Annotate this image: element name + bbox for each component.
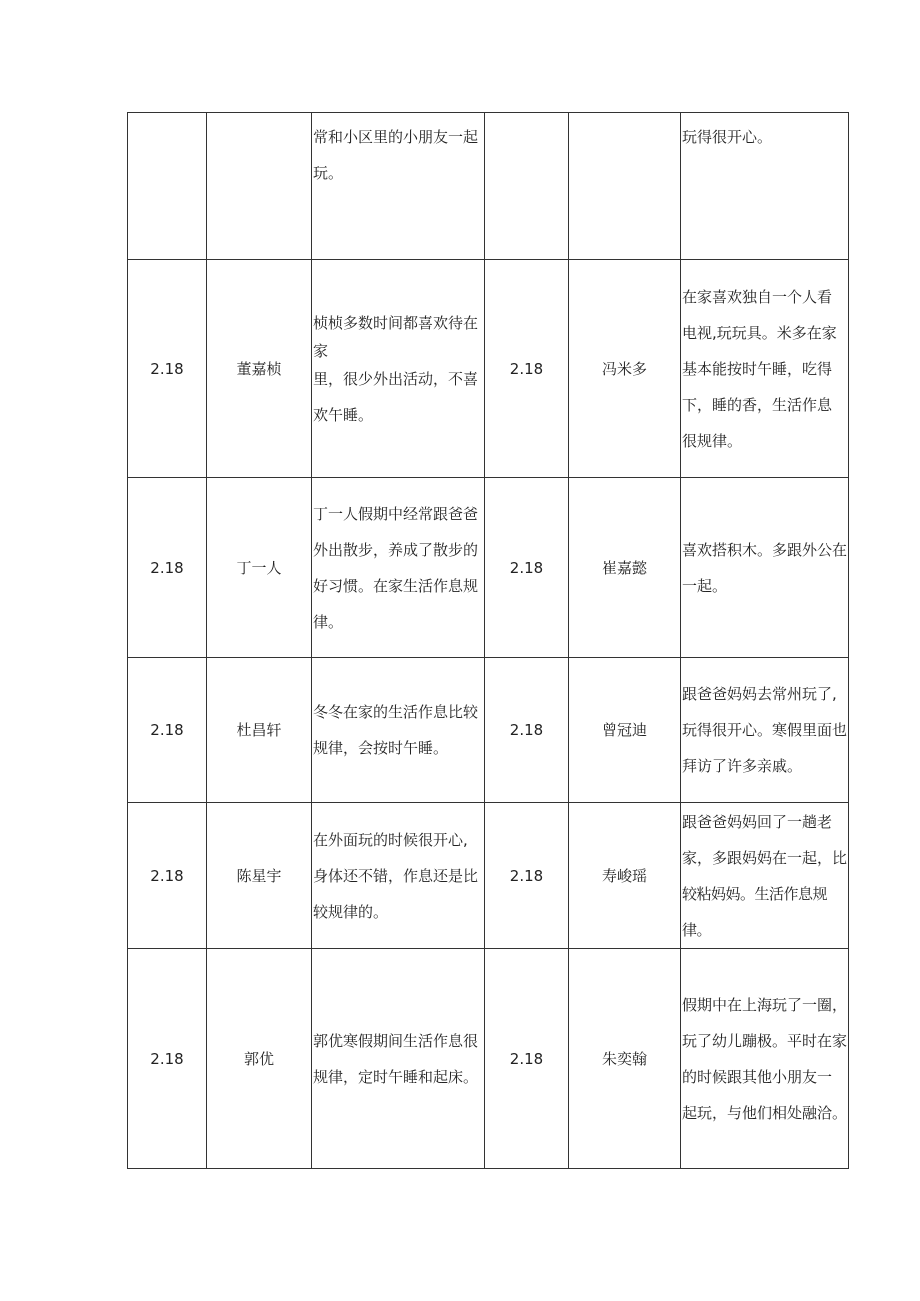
note-line: 喜欢搭积木。多跟外公在: [682, 540, 848, 559]
note-line: 郭优寒假期间生活作息很: [313, 1031, 479, 1050]
note-cell: [312, 658, 485, 803]
name-cell: 郭优: [207, 949, 312, 1169]
date-cell: [485, 113, 569, 260]
date-cell: 2.18: [485, 803, 569, 949]
note-line: 较粘妈妈。生活作息规律。: [682, 884, 828, 939]
note-line: 很规律。: [682, 431, 743, 450]
note-cell: [681, 658, 849, 803]
name-cell: 朱奕翰: [569, 949, 681, 1169]
note-cell: [312, 478, 485, 658]
note-cell: [312, 260, 485, 478]
note-line: 规律，会按时午睡。: [313, 739, 449, 757]
date-cell: 2.18: [128, 478, 207, 658]
name-cell: 陈星宇: [207, 803, 312, 949]
note-line: 玩了幼儿蹦极。平时在家: [682, 1031, 848, 1050]
note-line: 里，很少外出活动，不喜: [313, 369, 479, 388]
note-line: 假期中在上海玩了一圈，: [682, 995, 848, 1014]
table-row: [128, 478, 849, 658]
note-line: 身体还不错，作息还是比: [313, 866, 479, 885]
note-line: 玩。: [313, 164, 344, 182]
date-cell: 2.18: [128, 260, 207, 478]
note-cell: [312, 803, 485, 949]
table-row: [128, 949, 849, 1169]
name-cell: 崔嘉懿: [569, 478, 681, 658]
note-line: 跟爸爸妈妈回了一趟老: [682, 812, 833, 831]
note-line: 家: [313, 341, 329, 360]
name-cell: 冯米多: [569, 260, 681, 478]
table-row: [128, 803, 849, 949]
note-line: 一起。: [682, 576, 728, 595]
note-cell: [681, 113, 849, 260]
note-line: 规律，定时午睡和起床。: [313, 1067, 479, 1086]
name-cell: [569, 113, 681, 260]
name-cell: 董嘉桢: [207, 260, 312, 478]
date-cell: 2.18: [485, 478, 569, 658]
note-line: 跟爸爸妈妈去常州玩了,: [682, 685, 837, 703]
note-line: 玩得很开心。寒假里面也: [682, 721, 848, 739]
note-line: 玩得很开心。: [682, 128, 773, 146]
note-line: 拜访了许多亲戚。: [682, 757, 803, 775]
name-cell: 杜昌轩: [207, 658, 312, 803]
table-row: [128, 113, 849, 260]
note-line: 的时候跟其他小朋友一: [682, 1067, 833, 1086]
note-line: 桢桢多数时间都喜欢待在: [313, 313, 479, 332]
note-line: 常和小区里的小朋友一起: [313, 128, 479, 146]
date-cell: 2.18: [485, 658, 569, 803]
note-line: 在家喜欢独自一个人看: [682, 287, 833, 306]
note-cell: [681, 803, 849, 949]
note-cell: [312, 113, 485, 260]
note-cell: [681, 260, 849, 478]
note-line: 外出散步，养成了散步的: [313, 540, 479, 559]
note-line: 好习惯。在家生活作息规: [313, 576, 479, 595]
date-cell: [128, 113, 207, 260]
note-line: 律。: [313, 612, 344, 631]
name-cell: 寿峻瑶: [569, 803, 681, 949]
date-cell: 2.18: [485, 949, 569, 1169]
note-line: 电视,玩玩具。米多在家: [682, 323, 837, 342]
note-cell: [681, 949, 849, 1169]
note-line: 丁一人假期中经常跟爸爸: [313, 504, 479, 523]
date-cell: 2.18: [128, 658, 207, 803]
note-line: 下，睡的香，生活作息: [682, 395, 833, 414]
name-cell: 丁一人: [207, 478, 312, 658]
note-line: 较规律的。: [313, 902, 389, 921]
note-line: 家，多跟妈妈在一起，比: [682, 848, 848, 867]
records-table: [127, 112, 849, 1169]
note-line: 起玩，与他们相处融洽。: [682, 1103, 848, 1122]
date-cell: 2.18: [485, 260, 569, 478]
note-cell: [312, 949, 485, 1169]
note-line: 冬冬在家的生活作息比较: [313, 703, 479, 721]
date-cell: 2.18: [128, 803, 207, 949]
note-line: 在外面玩的时候很开心,: [313, 830, 468, 849]
note-line: 基本能按时午睡，吃得: [682, 359, 833, 378]
table-row: [128, 658, 849, 803]
name-cell: [207, 113, 312, 260]
date-cell: 2.18: [128, 949, 207, 1169]
table-row: [128, 260, 849, 478]
note-cell: [681, 478, 849, 658]
note-line: 欢午睡。: [313, 405, 374, 424]
name-cell: 曾冠迪: [569, 658, 681, 803]
